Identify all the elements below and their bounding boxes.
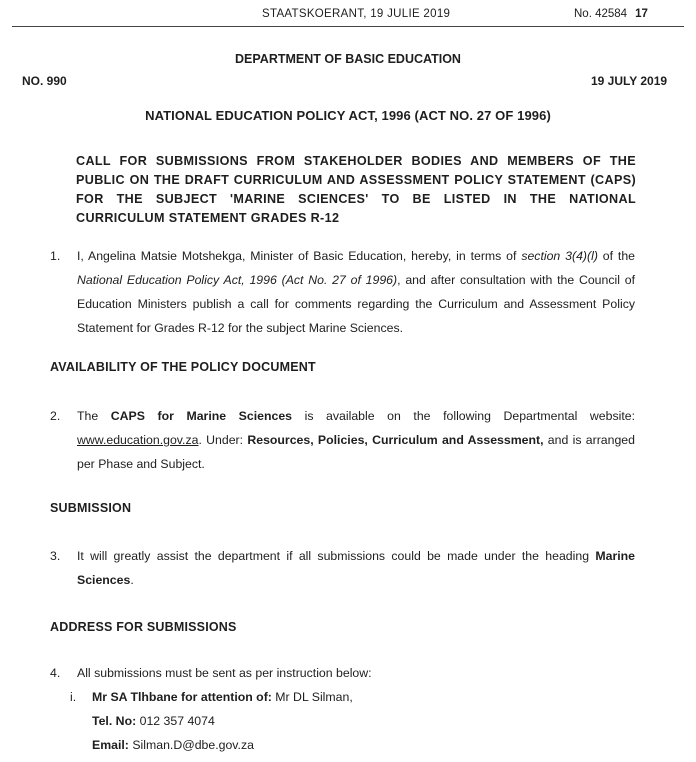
text-run-bold: CAPS for Marine Sciences [110,409,293,423]
paragraph-text [77,544,635,592]
page-number: 17 [635,8,648,20]
paragraph-number: 3. [50,549,61,563]
text-run: , and after consultation with the Council of Education Ministers publish a call for comments regarding the Curriculum and Assessment Policy Statement for Grades R-12 for the subject Marine Sciences. [77,273,635,335]
paragraph-text [77,404,635,476]
tel-label: Tel. No: [92,714,137,728]
text-run: of the [597,249,636,263]
text-run-italic: National Education Policy Act, 1996 (Act No. 27 of 1996) [77,273,398,287]
paragraph-text [77,244,635,340]
text-run: and is arranged per Phase and Subject. [77,433,635,471]
header-divider [12,26,684,27]
section-heading-submission: SUBMISSION [50,501,132,515]
gazette-title: STAATSKOERANT, 19 JULIE 2019 [262,8,451,20]
contact-name-label: Mr SA Tlhbane for attention of: [92,690,272,704]
text-run-bold: Marine Sciences [77,549,635,587]
notice-number: NO. 990 [22,74,67,88]
contact-tel-line [92,709,215,733]
paragraph-number: 1. [50,249,61,263]
text-run: The [77,409,111,423]
text-run: . Under: [198,433,248,447]
text-run: It will greatly assist the department if all submissions could be made under the heading [77,549,596,563]
contact-name: Mr DL Silman, [271,690,353,704]
contact-email-line [92,733,254,757]
text-run-italic: section 3(4)(l) [521,249,598,263]
email-label: Email: [92,738,129,752]
text-run: . [130,573,134,587]
section-heading-availability: AVAILABILITY OF THE POLICY DOCUMENT [50,360,316,374]
text-run: is available on the following Departmental website: [292,409,636,423]
contact-name-line [92,685,353,709]
notice-date: 19 JULY 2019 [591,74,668,88]
text-run-bold: Resources, Policies, Curriculum and Assessment, [247,433,544,447]
tel-value: 012 357 4074 [136,714,215,728]
gazette-number-page [574,8,648,20]
email-value[interactable]: Silman.D@dbe.gov.za [128,738,254,752]
paragraph-text: All submissions must be sent as per instruction below: [77,666,372,680]
call-heading: CALL FOR SUBMISSIONS FROM STAKEHOLDER BODIES AND MEMBERS OF THE PUBLIC ON THE DRAFT CURRICULUM AND ASSESSMENT POLICY STATEMENT (CAPS) FOR THE SUBJECT 'MARINE SCIENCES' TO BE LISTED IN THE NATIONAL CURRICULUM STATEMENT GRADES R-12 [76,154,636,225]
paragraph-number: 2. [50,409,61,423]
section-heading-address: ADDRESS FOR SUBMISSIONS [50,620,237,634]
gazette-number: No. 42584 [574,8,628,20]
act-title: NATIONAL EDUCATION POLICY ACT, 1996 (ACT NO. 27 OF 1996) [145,108,551,123]
text-run: I, Angelina Matsie Motshekga, Minister of Basic Education, hereby, in terms of [77,249,522,263]
paragraph-number: 4. [50,666,61,680]
website-link[interactable]: www.education.gov.za [77,433,199,447]
department-title: DEPARTMENT OF BASIC EDUCATION [235,52,461,66]
list-numeral: i. [70,690,77,704]
